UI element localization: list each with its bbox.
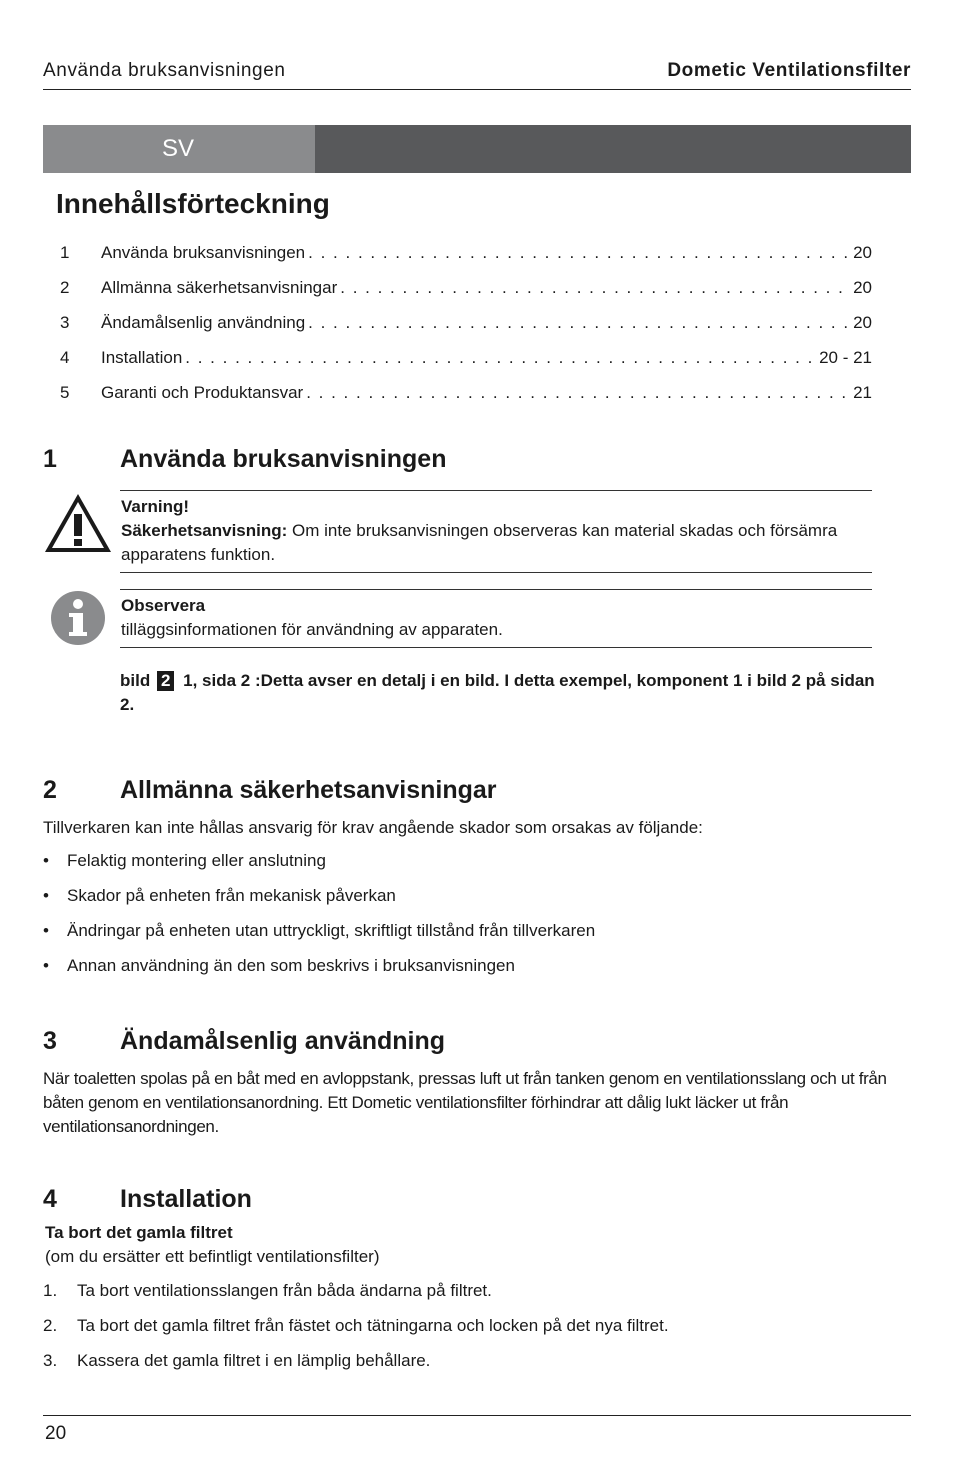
toc-item-title: Allmänna säkerhetsanvisningar [101, 278, 338, 297]
header-product-title: Dometic Ventilationsfilter [667, 60, 911, 81]
warning-label: Säkerhetsanvisning: [121, 521, 288, 540]
note-heading: Observera [121, 596, 206, 615]
toc-item[interactable] [60, 313, 872, 337]
toc-item-page: 20 [853, 243, 872, 262]
toc-item[interactable] [60, 348, 872, 372]
toc-item-page: 20 [853, 313, 872, 332]
toc-item-title: Garanti och Produktansvar [101, 383, 304, 402]
language-code: SV [162, 135, 195, 162]
figure-reference [120, 669, 880, 717]
bullet-icon: • [43, 886, 49, 905]
toc-leader-dots [308, 313, 850, 333]
toc-item-number: 4 [60, 348, 70, 367]
list-item-text: Skador på enheten från mekanisk påverkan [67, 886, 396, 905]
info-icon [50, 590, 106, 646]
note-top-rule [120, 589, 872, 590]
section-number: 3 [43, 1027, 57, 1055]
subsection-heading: Ta bort det gamla filtret [45, 1223, 233, 1242]
header-divider [43, 89, 911, 90]
figure-ref-prefix: bild [120, 671, 151, 690]
step-number: 1. [43, 1281, 58, 1300]
toc-item[interactable] [60, 278, 872, 302]
section-number: 4 [43, 1185, 57, 1213]
section-number: 1 [43, 445, 57, 473]
section-title: Installation [120, 1185, 252, 1213]
section-title: Allmänna säkerhetsanvisningar [120, 776, 497, 804]
toc-item[interactable] [60, 243, 872, 267]
step-number: 2. [43, 1316, 58, 1335]
figure-ref-text: 1, sida 2 :Detta avser en detalj i en bild. I detta exempel, komponent 1 i bild 2 på sidan 2. [120, 671, 875, 714]
list-item-text: Annan användning än den som beskrivs i bruksanvisningen [67, 956, 515, 975]
step-text: Ta bort ventilationsslangen från båda ändarna på filtret. [77, 1281, 492, 1300]
toc-item[interactable] [60, 383, 872, 407]
warning-bottom-rule [120, 572, 872, 573]
toc-item-number: 2 [60, 278, 70, 297]
note-bottom-rule [120, 647, 872, 648]
section-intro: Tillverkaren kan inte hållas ansvarig för krav angående skador som orsakas av följande: [43, 818, 703, 837]
warning-heading: Varning! [121, 497, 190, 516]
warning-text [121, 519, 873, 567]
step-text: Ta bort det gamla filtret från fästet och tätningarna och locken på det nya filtret. [77, 1316, 669, 1335]
warning-body: Om inte bruksanvisningen observeras kan material skadas och försämra apparatens funktion. [121, 521, 838, 564]
toc-item-number: 1 [60, 243, 70, 262]
note-text: tilläggsinformationen för användning av apparaten. [121, 620, 503, 639]
toc-item-page: 20 [853, 278, 872, 297]
toc-item-number: 3 [60, 313, 70, 332]
warning-top-rule [120, 490, 872, 491]
toc-item-page: 20 - 21 [819, 348, 872, 367]
section-number: 2 [43, 776, 57, 804]
toc-item-number: 5 [60, 383, 70, 402]
list-item-text: Ändringar på enheten utan uttryckligt, skriftligt tillstånd från tillverkaren [67, 921, 596, 940]
toc-item-title: Installation [101, 348, 183, 367]
bullet-icon: • [43, 956, 49, 975]
section-title: Ändamålsenlig användning [120, 1027, 446, 1055]
list-item-text: Felaktig montering eller anslutning [67, 851, 326, 870]
bullet-icon: • [43, 921, 49, 940]
bullet-icon: • [43, 851, 49, 870]
toc-leader-dots [340, 278, 850, 298]
toc-leader-dots [306, 383, 850, 403]
toc-leader-dots [308, 243, 850, 263]
step-number: 3. [43, 1351, 58, 1370]
step-text: Kassera det gamla filtret i en lämplig behållare. [77, 1351, 431, 1370]
language-tab [43, 125, 315, 173]
toc-item-title: Använda bruksanvisningen [101, 243, 306, 262]
toc-item-page: 21 [853, 383, 872, 402]
toc-item-title: Ändamålsenlig användning [101, 313, 306, 332]
toc-leader-dots [185, 348, 816, 368]
toc-title: Innehållsförteckning [56, 188, 330, 219]
figure-number-badge: 2 [157, 671, 174, 691]
section-title: Använda bruksanvisningen [120, 445, 447, 473]
subsection-note: (om du ersätter ett befintligt ventilationsfilter) [45, 1247, 380, 1266]
section-paragraph: När toaletten spolas på en båt med en avloppstank, pressas luft ut från tanken genom en ventilationsslang och ut från båten genom en ventilationsanordning. Ett Dometic ventilationsfilter förhindrar att dålig lukt läcker ut från ventilationsanordningen. [43, 1069, 887, 1136]
header-section-title: Använda bruksanvisningen [43, 60, 286, 81]
footer-divider [43, 1415, 911, 1416]
page-number: 20 [45, 1423, 67, 1444]
warning-triangle-icon [43, 492, 113, 554]
